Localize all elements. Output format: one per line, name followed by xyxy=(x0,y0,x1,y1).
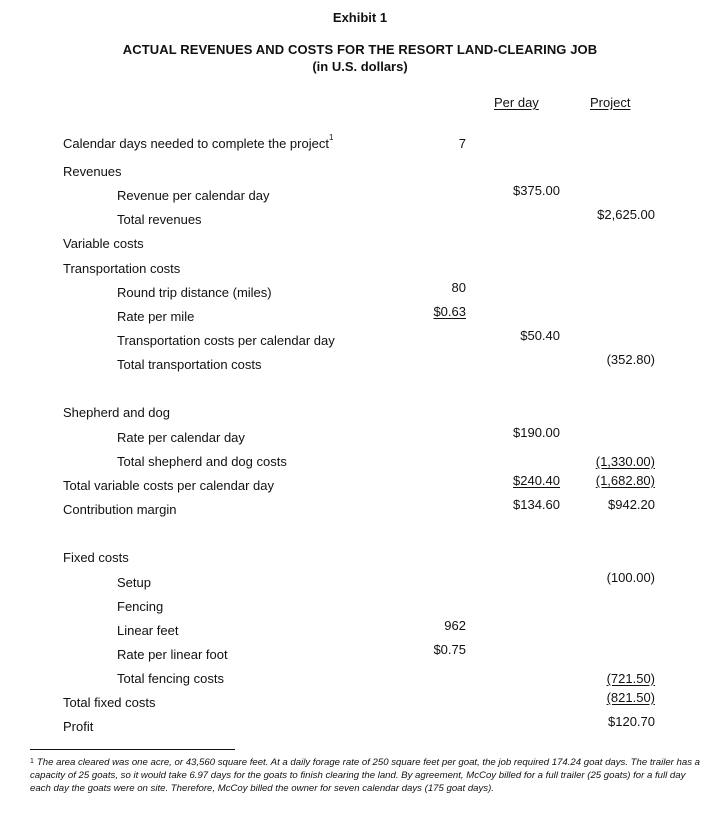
cell-project: $2,625.00 xyxy=(597,207,655,222)
cell-per-day: $375.00 xyxy=(513,183,560,198)
cell-project: $120.70 xyxy=(608,714,655,729)
row-label: Round trip distance (miles) xyxy=(117,285,272,300)
row-label: Fixed costs xyxy=(63,550,129,565)
row-label: Variable costs xyxy=(63,236,144,251)
cell-project: $942.20 xyxy=(608,497,655,512)
cell-project: (352.80) xyxy=(606,352,655,367)
row-label: Transportation costs per calendar day xyxy=(117,333,335,348)
table-row-shepherd-dog xyxy=(0,405,720,423)
row-label: Setup xyxy=(117,575,151,590)
row-label: Calendar days needed to complete the project$^1$ xyxy=(63,133,334,151)
row-label: Total revenues xyxy=(117,212,202,227)
cell-project: (100.00) xyxy=(606,570,655,585)
cell-value: $0.63 xyxy=(433,304,466,319)
row-label: Total variable costs per calendar day xyxy=(63,478,275,493)
row-label: Total shepherd and dog costs xyxy=(117,454,287,469)
row-label: Rate per mile xyxy=(117,309,195,324)
row-label: Revenue per calendar day xyxy=(117,188,270,203)
cell-per-day: $134.60 xyxy=(513,497,560,512)
table-row-total-revenues xyxy=(0,207,720,230)
cell-value: 80 xyxy=(451,280,466,295)
footnote-mark: 1 xyxy=(328,133,334,142)
table-row-revenues xyxy=(0,164,720,182)
cell-project: (1,330.00) xyxy=(595,454,655,469)
table-row-calendar-days xyxy=(0,133,720,154)
table-row-transportation-costs xyxy=(0,261,720,279)
row-label: Revenues xyxy=(63,164,122,179)
row-label: Linear feet xyxy=(117,623,179,638)
column-header-project: Project xyxy=(590,95,631,110)
table-row-transport-per-day xyxy=(0,328,720,351)
column-header-per-day: Per day xyxy=(494,95,539,110)
table-row-linear-feet xyxy=(0,618,720,641)
cell-project: (721.50) xyxy=(606,671,655,686)
cell-project: (1,682.80) xyxy=(595,473,655,488)
table-row-fixed-costs xyxy=(0,550,720,568)
cell-value: 962 xyxy=(444,618,466,633)
table-row-total-shepherd xyxy=(0,454,720,472)
row-label: Profit xyxy=(63,719,94,734)
row-label: Contribution margin xyxy=(63,502,177,517)
table-row-total-variable xyxy=(0,473,720,496)
cell-project: (821.50) xyxy=(606,690,655,705)
table-row-rate-per-foot xyxy=(0,642,720,665)
table-row-profit xyxy=(0,714,720,737)
row-label: Rate per linear foot xyxy=(117,647,228,662)
table-row-fencing xyxy=(0,599,720,617)
row-label: Fencing xyxy=(117,599,164,614)
row-label: Total fencing costs xyxy=(117,671,224,686)
footnote-mark: 1 xyxy=(30,758,34,765)
row-label: Total transportation costs xyxy=(117,357,262,372)
page-title: ACTUAL REVENUES AND COSTS FOR THE RESORT LAND-CLEARING JOB xyxy=(122,42,598,57)
exhibit-label: Exhibit 1 xyxy=(332,10,388,25)
table-row-contribution-margin xyxy=(0,497,720,520)
table-row-total-fixed xyxy=(0,690,720,713)
table-row-rate-per-mile xyxy=(0,304,720,327)
row-label: Rate per calendar day xyxy=(117,430,245,445)
cell-per-day: $240.40 xyxy=(513,473,560,488)
table-row-total-fencing xyxy=(0,671,720,689)
row-label: Shepherd and dog xyxy=(63,405,170,420)
table-row-revenue-per-day xyxy=(0,183,720,206)
row-label: Transportation costs xyxy=(63,261,181,276)
table-row-variable-costs xyxy=(0,236,720,254)
cell-value: 7 xyxy=(458,136,466,151)
table-row-setup xyxy=(0,570,720,593)
table-row-total-transport xyxy=(0,352,720,375)
page-subtitle: (in U.S. dollars) xyxy=(312,59,408,74)
footnote-divider xyxy=(30,749,235,750)
row-label: Total fixed costs xyxy=(63,695,156,710)
table-row-rate-per-day xyxy=(0,425,720,448)
footnote-text: The area cleared was one acre, or 43,560 square feet. At a daily forage rate of 250 square feet per goat, the job required 174.24 goat days. The trailer has a capacity of 25 goats, so it would take 6.97 days for the goats to finish clearing the land. By agreement, McCoy billed for a full trailer (25 goats) for a full day each day the goats were on site. Therefore, McCoy billed the owner for seven calendar days (175 goat days). xyxy=(30,757,701,794)
table-row-round-trip xyxy=(0,280,720,303)
cell-value: $0.75 xyxy=(433,642,466,657)
footnote xyxy=(30,756,700,795)
cell-per-day: $190.00 xyxy=(513,425,560,440)
cell-per-day: $50.40 xyxy=(520,328,560,343)
